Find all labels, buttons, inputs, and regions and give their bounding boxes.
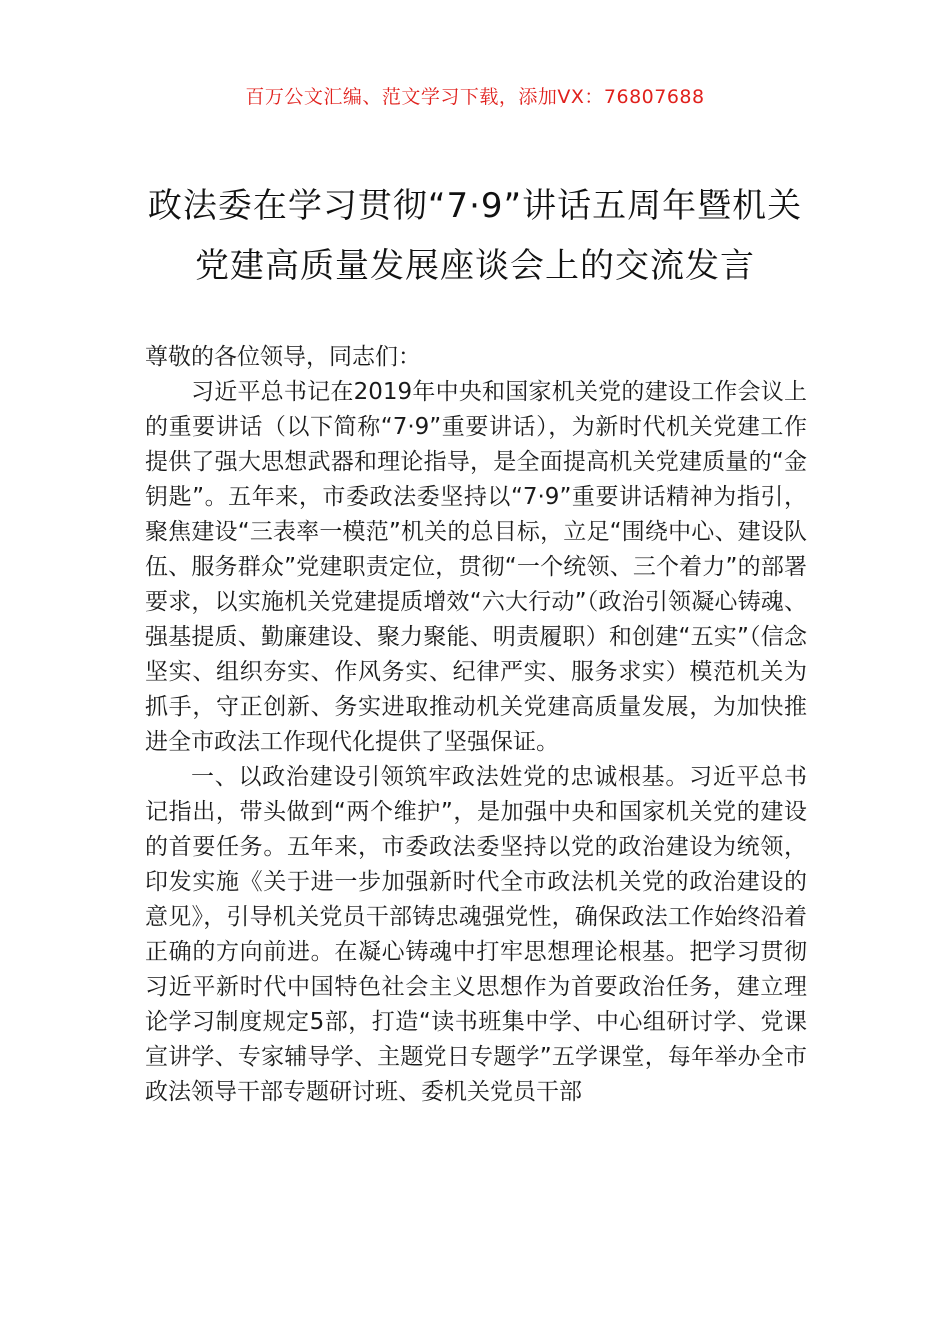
document-title [120, 176, 830, 296]
title-line-2: 党建高质量发展座谈会上的交流发言 [195, 246, 755, 286]
paragraph-section-1: 一、以政治建设引领筑牢政法姓党的忠诚根基。习近平总书记指出，带头做到“两个维护”，是加强中央和国家机关党的建设的首要任务。五年来，市委政法委坚持以党的政治建设为统领，印发实施《关于进一步加强新时代全市政法机关党的政治建设的意见》，引导机关党员干部铸忠魂强党性，确保政法工作始终沿着正确的方向前进。在凝心铸魂中打牢思想理论根基。把学习贯彻习近平新时代中国特色社会主义思想作为首要政治任务，建立理论学习制度规定5部，打造“读书班集中学、中心组研讨学、党课宣讲学、专家辅导学、主题党日专题学”五学课堂，每年举办全市政法领导干部专题研讨班、委机关党员干部 [145, 764, 807, 1105]
salutation: 尊敬的各位领导，同志们： [145, 344, 421, 370]
paragraph-intro: 习近平总书记在2019年中央和国家机关党的建设工作会议上的重要讲话（以下简称“7·9”重要讲话），为新时代机关党建工作提供了强大思想武器和理论指导，是全面提高机关党建质量的“金钥匙”。五年来，市委政法委坚持以“7·9”重要讲话精神为指引，聚焦建设“三表率一模范”机关的总目标，立足“围绕中心、建设队伍、服务群众”党建职责定位，贯彻“一个统领、三个着力”的部署要求，以实施机关党建提质增效“六大行动”（政治引领凝心铸魂、强基提质、勤廉建设、聚力聚能、明责履职）和创建“五实”（信念坚实、组织夯实、作风务实、纪律严实、服务求实）模范机关为抓手，守正创新、务实进取推动机关党建高质量发展，为加快推进全市政法工作现代化提供了坚强保证。 [145, 379, 807, 755]
title-line-1: 政法委在学习贯彻“7·9”讲话五周年暨机关 [147, 186, 803, 226]
document-body [145, 340, 807, 1110]
download-notice: 百万公文汇编、范文学习下载，添加VX：76807688 [245, 86, 705, 108]
